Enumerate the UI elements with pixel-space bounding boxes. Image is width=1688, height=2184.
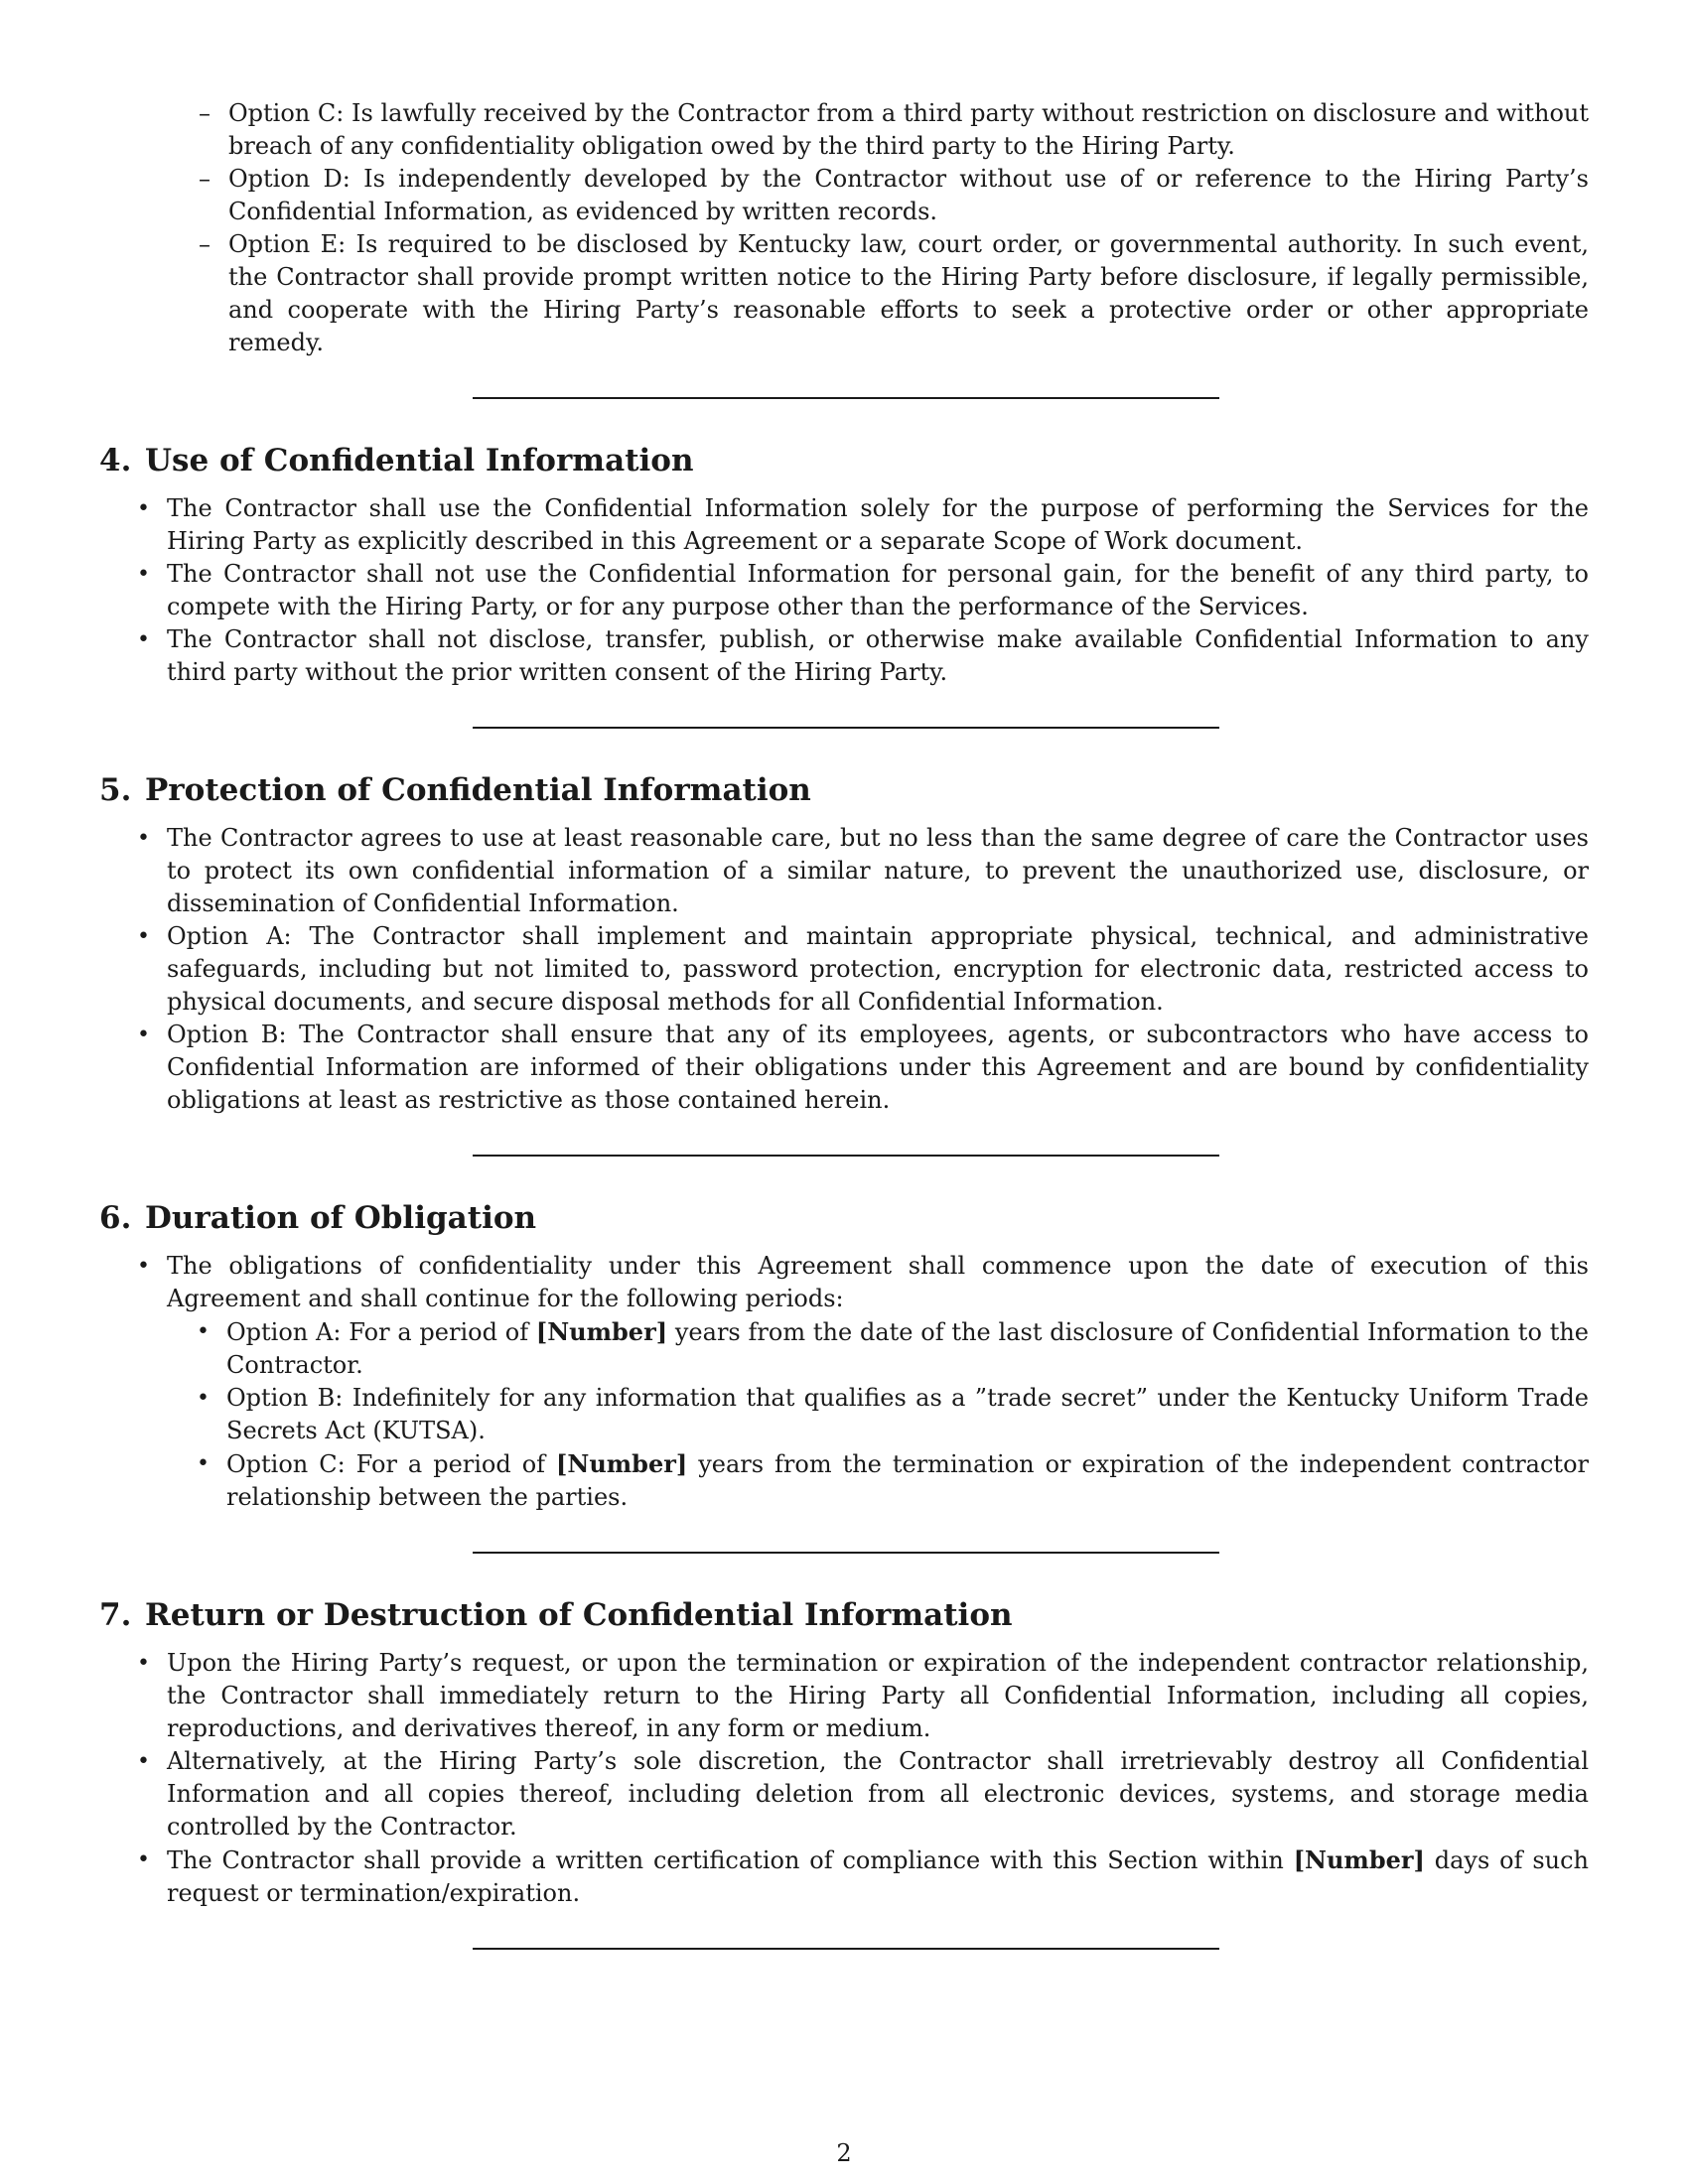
- section-title-text: Protection of Confidential Information: [145, 772, 811, 808]
- list-item: [167, 1250, 1589, 1514]
- list-item: – Option E: Is required to be disclosed by Kentucky law, court order, or governmental authority. In such event, the Contractor shall provide prompt written notice to the Hiring Party before disclosure, if legally permissible, and cooperate with the Hiring Party’s reasonable efforts to seek a protective order or other appropriate remedy.: [228, 228, 1589, 359]
- option-text: years from the termination or expiration of the independent contractor relationship between the parties.: [226, 1450, 1590, 1511]
- section-number: 5.: [99, 772, 132, 808]
- list-item: • The Contractor shall not use the Confidential Information for personal gain, for the benefit of any third party, to compete with the Hiring Party, or for any purpose other than the performance of the Services.: [167, 558, 1589, 623]
- list-item: • The Contractor agrees to use at least reasonable care, but no less than the same degree of care the Contractor uses to protect its own confidential information of a similar nature, to prevent the unauthorized use, disclosure, or dissemination of Confidential Information.: [167, 822, 1589, 920]
- option-text: years from the date of the last disclosure of Confidential Information to the Contractor.: [226, 1318, 1589, 1379]
- number-placeholder: [Number]: [535, 1317, 668, 1346]
- section-divider: [473, 1948, 1219, 1950]
- section-divider: [473, 397, 1219, 399]
- list-item: [167, 1843, 1589, 1910]
- list-item: • The Contractor shall not disclose, transfer, publish, or otherwise make available Confidential Information to any third party without the prior written consent of the Hiring Party.: [167, 623, 1589, 689]
- section-divider: [473, 727, 1219, 729]
- number-placeholder: [Number]: [556, 1449, 688, 1478]
- option-text: Option C: For a period of: [226, 1450, 557, 1478]
- list-item: • Option A: The Contractor shall implement and maintain appropriate physical, technical, and administrative safeguards, including but not limited to, password protection, encryption for electronic data, restricted access to physical documents, and secure disposal methods for all Confidential Information.: [167, 920, 1589, 1019]
- list-item-text: The obligations of confidentiality under this Agreement shall commence upon the date of execution of this Agreement and shall continue for the following periods:: [167, 1252, 1589, 1312]
- section-7-list: [167, 1647, 1589, 1910]
- section-number: 6.: [99, 1200, 132, 1236]
- section-title-text: Duration of Obligation: [145, 1200, 537, 1236]
- section-divider: [473, 1155, 1219, 1157]
- section-4-list: [167, 492, 1589, 689]
- list-item: – Option C: Is lawfully received by the Contractor from a third party without restriction on disclosure and without breach of any confidentiality obligation owed by the third party to the Hiring Party.: [228, 97, 1589, 163]
- list-item: • Upon the Hiring Party’s request, or upon the termination or expiration of the independent contractor relationship, the Contractor shall immediately return to the Hiring Party all Confidential Information, including all copies, reproductions, and derivatives thereof, in any form or medium.: [167, 1647, 1589, 1745]
- page-content: [99, 97, 1589, 1950]
- section-5-heading: [99, 770, 1589, 810]
- section-title-text: Return or Destruction of Confidential Information: [145, 1597, 1013, 1633]
- list-item: [226, 1315, 1589, 1382]
- section-title-text: Use of Confidential Information: [145, 443, 694, 478]
- section-number: 7.: [99, 1597, 132, 1633]
- section-6-list: [167, 1250, 1589, 1514]
- section-6-options-list: [226, 1315, 1589, 1514]
- section-6-heading: [99, 1198, 1589, 1238]
- list-item-text: The Contractor shall provide a written certification of compliance with this Section within: [167, 1846, 1294, 1874]
- list-item: • Option B: Indefinitely for any information that qualifies as a ”trade secret” under the Kentucky Uniform Trade Secrets Act (KUTSA).: [226, 1382, 1589, 1447]
- list-item: • The Contractor shall use the Confidential Information solely for the purpose of performing the Services for the Hiring Party as explicitly described in this Agreement or a separate Scope of Work document.: [167, 492, 1589, 558]
- section-number: 4.: [99, 443, 132, 478]
- number-placeholder: [Number]: [1293, 1845, 1425, 1874]
- list-item: • Alternatively, at the Hiring Party’s sole discretion, the Contractor shall irretrievably destroy all Confidential Information and all copies thereof, including deletion from all electronic devices, systems, and storage media controlled by the Contractor.: [167, 1745, 1589, 1843]
- section-3-options-list: [228, 97, 1589, 359]
- section-4-heading: [99, 441, 1589, 480]
- section-5-list: [167, 822, 1589, 1117]
- page-number: 2: [836, 2139, 852, 2167]
- section-7-heading: [99, 1595, 1589, 1635]
- option-text: Option A: For a period of: [226, 1318, 536, 1346]
- section-divider: [473, 1552, 1219, 1554]
- list-item: [226, 1447, 1589, 1514]
- list-item-text: days of such request or termination/expiration.: [167, 1846, 1589, 1907]
- list-item: • Option B: The Contractor shall ensure that any of its employees, agents, or subcontractors who have access to Confidential Information are informed of their obligations under this Agreement and are bound by confidentiality obligations at least as restrictive as those contained herein.: [167, 1019, 1589, 1117]
- list-item: – Option D: Is independently developed by the Contractor without use of or reference to the Hiring Party’s Confidential Information, as evidenced by written records.: [228, 163, 1589, 228]
